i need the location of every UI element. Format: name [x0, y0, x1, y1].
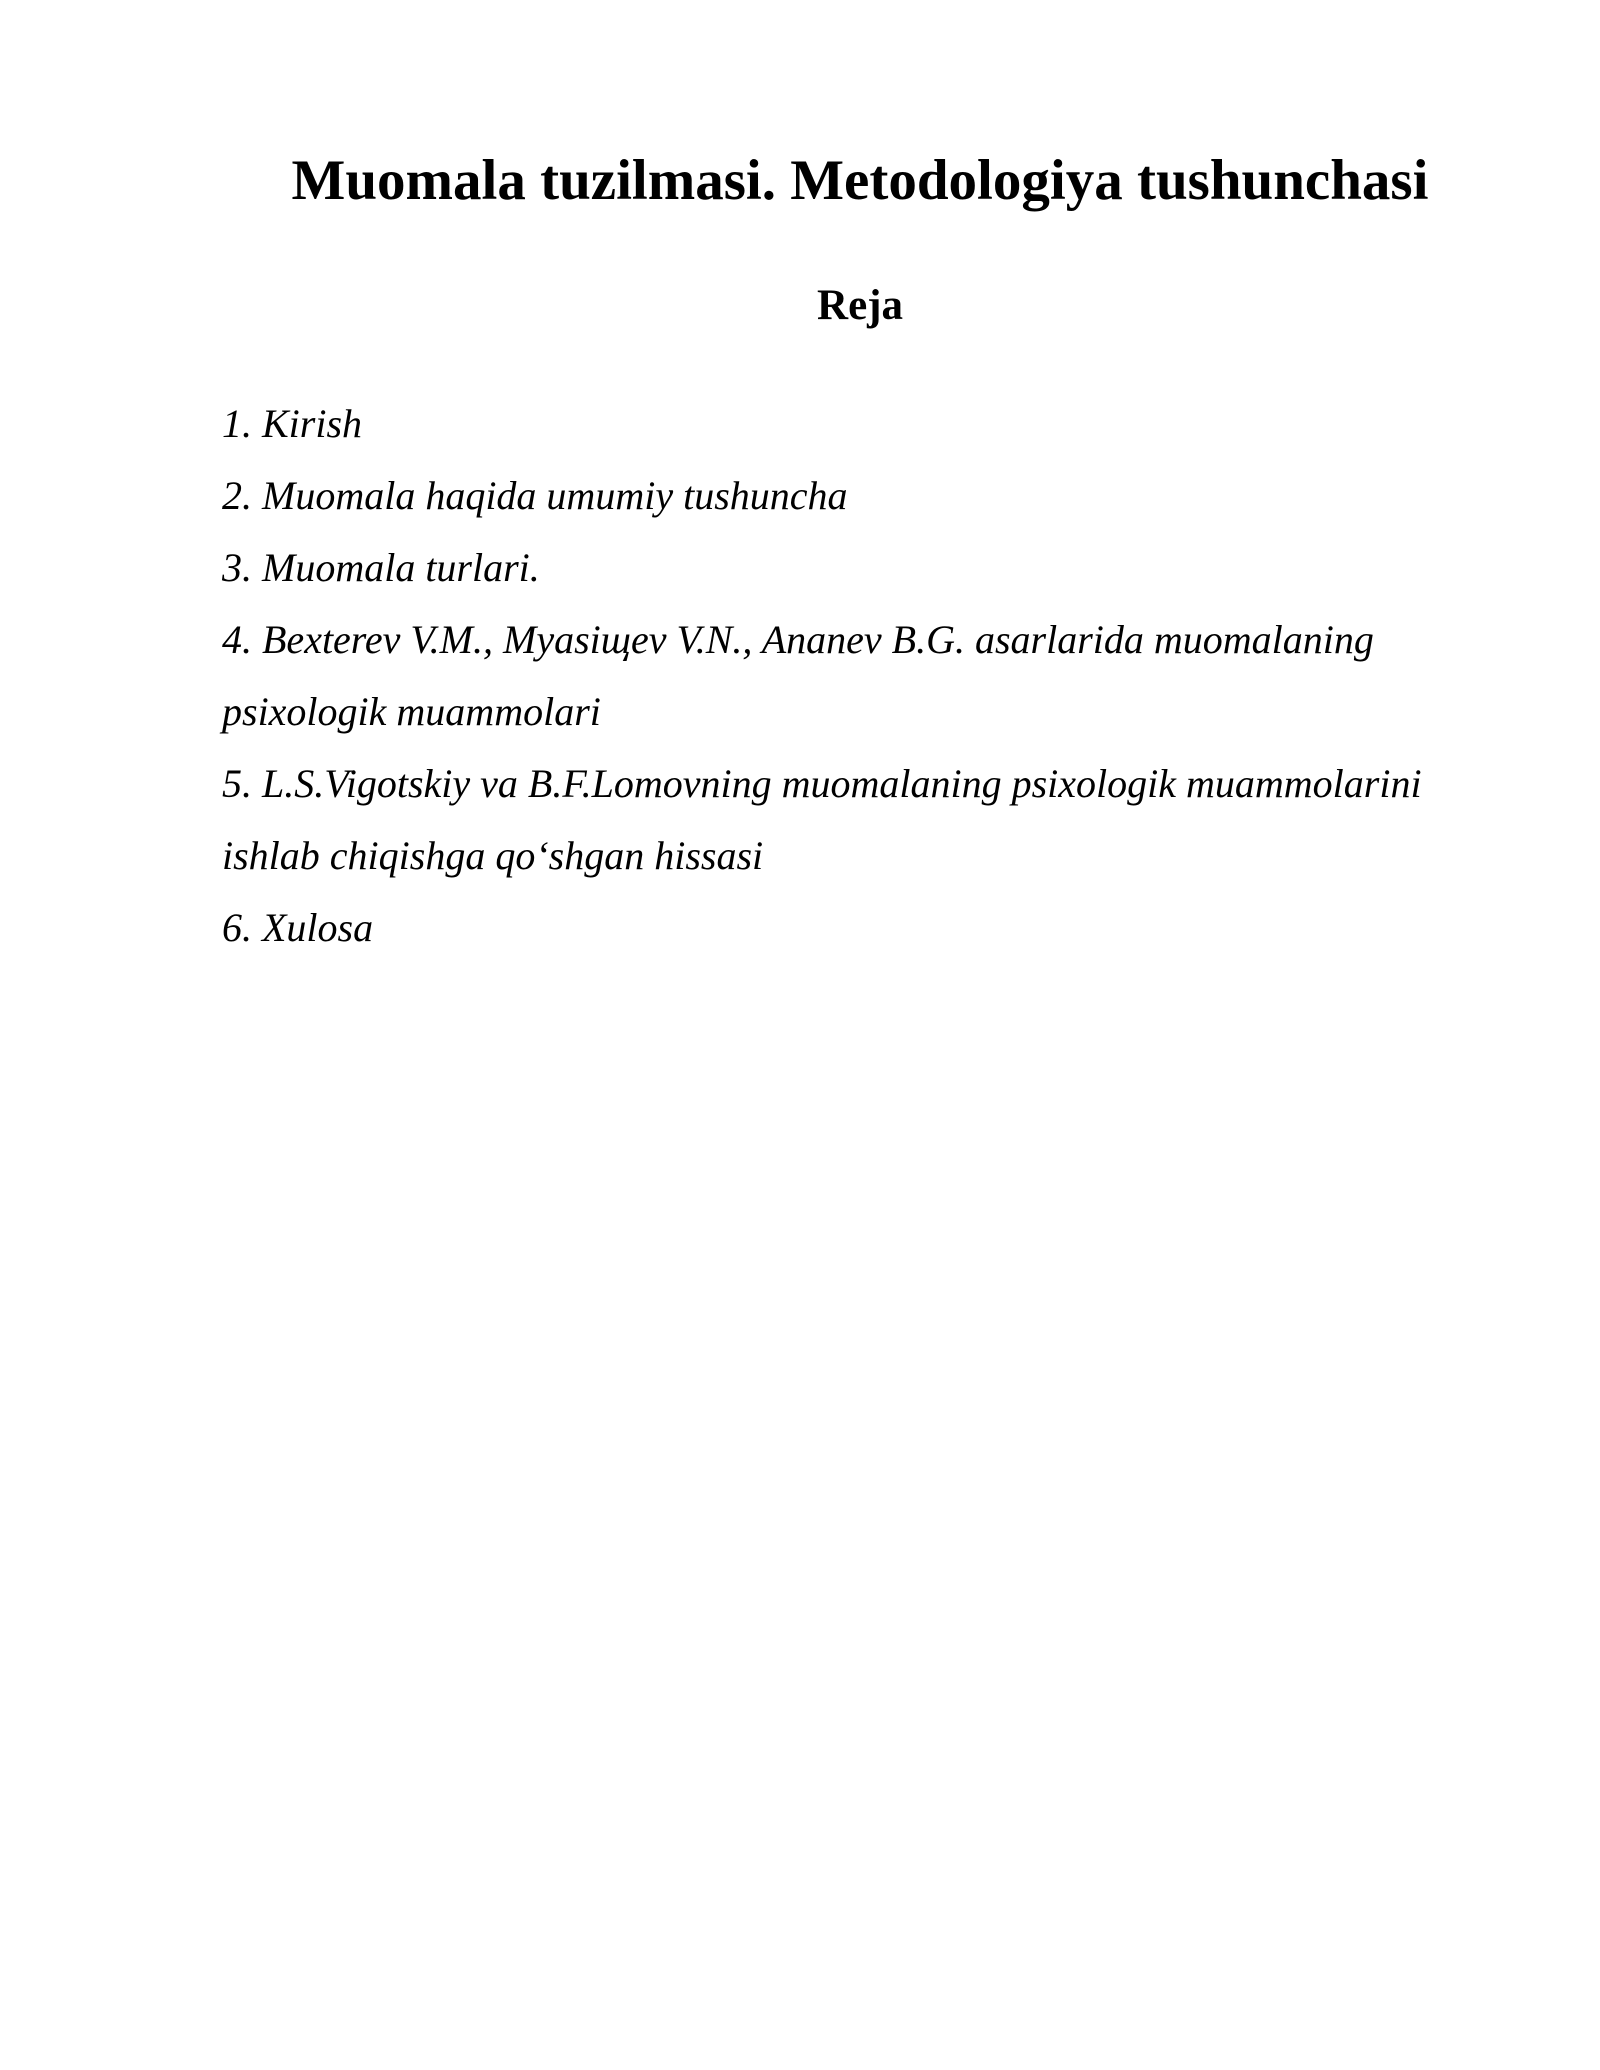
- plan-item: 1. Kirish: [222, 401, 363, 446]
- plan-item: 5. L.S.Vigotskiy va B.F.Lomovning muomalaning psixologik muammolarini ishlab chiqishga qo‘shgan hissasi: [222, 761, 1422, 878]
- plan-item: 3. Muomala turlari.: [222, 545, 540, 590]
- plan-item: 2. Muomala haqida umumiy tushuncha: [222, 473, 848, 518]
- plan-list: [222, 388, 1512, 964]
- document-title: Muomala tuzilmasi. Metodologiya tushunchasi: [291, 149, 1429, 212]
- plan-item: 4. Bexterev V.M., Myasiщev V.N., Ananev B.G. asarlarida muomalaning psixologik muammolari: [222, 617, 1374, 734]
- plan-item: 6. Xulosa: [222, 905, 374, 950]
- plan-heading: Reja: [817, 282, 903, 329]
